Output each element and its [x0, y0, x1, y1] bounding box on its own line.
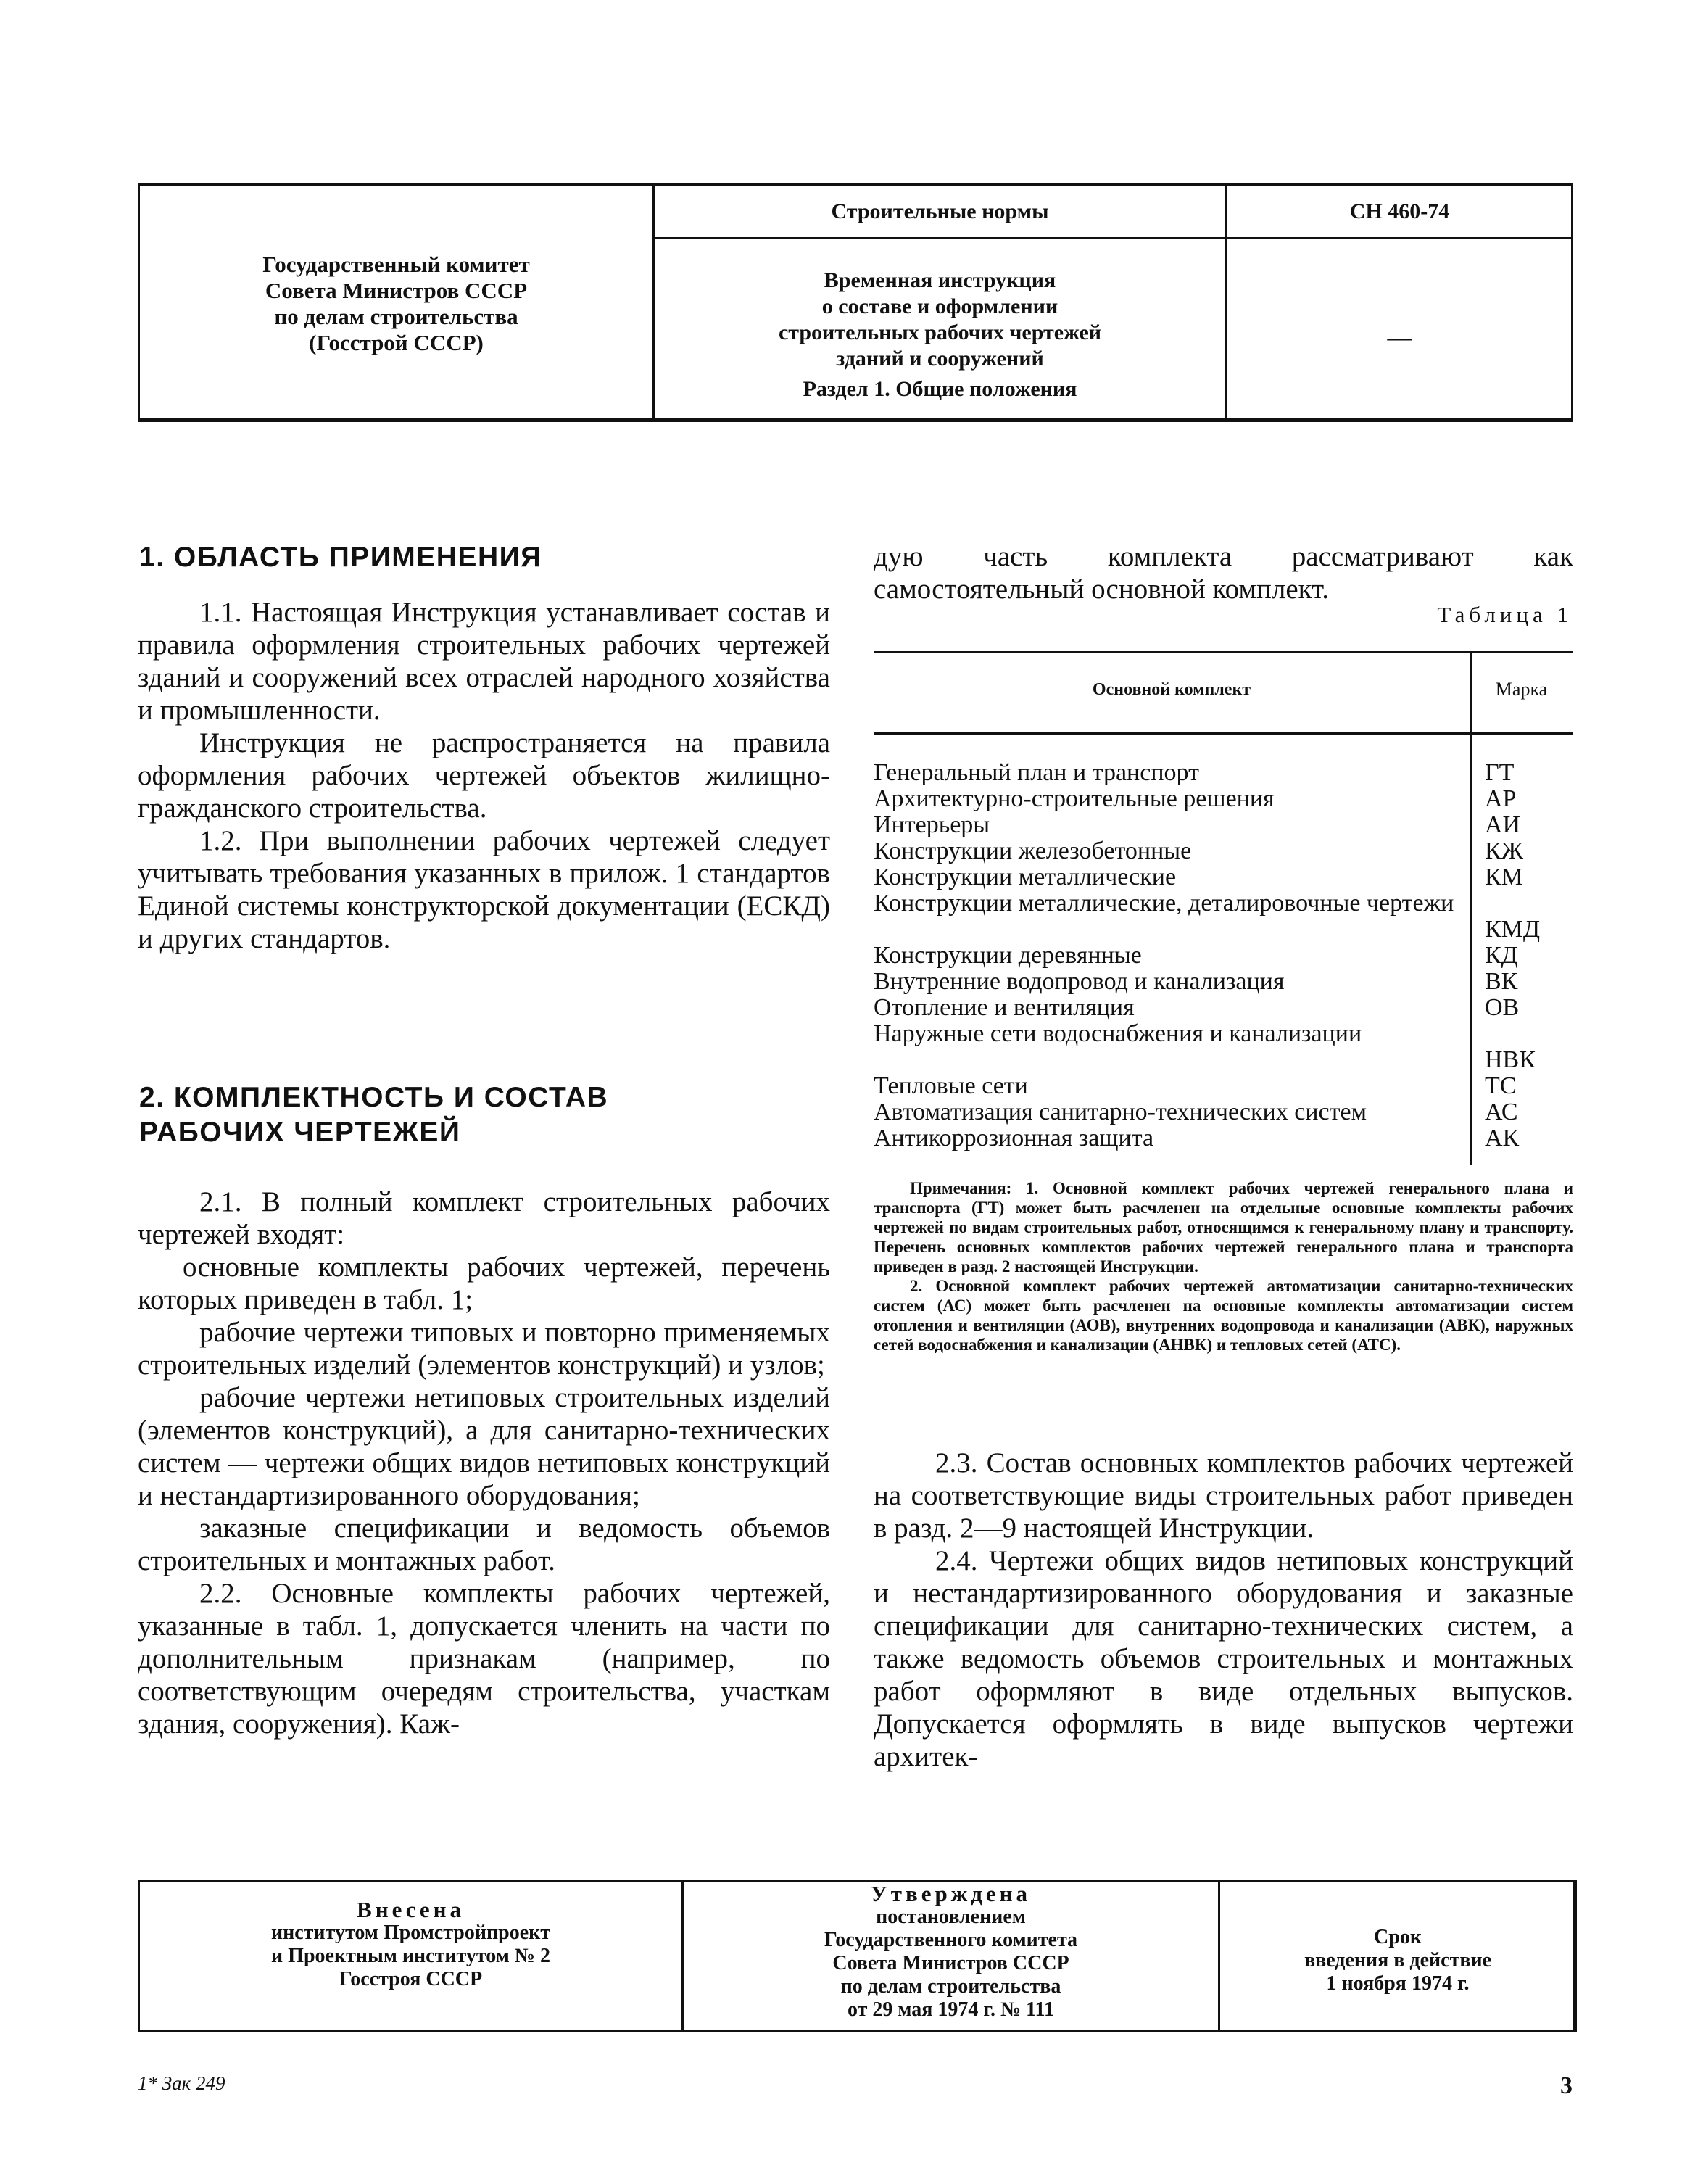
row-code: ГТ: [1485, 759, 1515, 786]
paragraph-continuation: дую часть комплекта рассматривают как самостоятельный основной комплект.: [874, 541, 1573, 605]
heading-scope: 1. ОБЛАСТЬ ПРИМЕНЕНИЯ: [139, 542, 542, 573]
footer-table: [138, 1880, 1577, 2032]
paragraph-2-2: 2.2. Основные комплекты рабочих чертежей, указанные в табл. 1, допускается членить на части по дополнительным признакам (например, по соответствующим очередям строительства, участкам здания, сооружения). Каж-: [138, 1578, 830, 1740]
paragraph-2-1: 2.1. В полный комплект строительных рабочих чертежей входят:: [138, 1186, 830, 1250]
row-code: АК: [1485, 1125, 1520, 1151]
table-notes: [874, 1178, 1573, 1354]
paragraph-1-1: 1.1. Настоящая Инструкция устанавливает состав и правила оформления строительных рабочих чертежей зданий и сооружений всех отраслей народного хозяйства и промышленности.: [138, 597, 830, 726]
right-column-part2: [874, 1447, 1573, 1773]
list-item-typical-drawings: рабочие чертежи типовых и повторно применяемых строительных изделий (элементов конструкций) и узлов;: [138, 1317, 830, 1381]
left-column-part1: [138, 596, 830, 955]
row-name: Отопление и вентиляция: [874, 994, 1135, 1021]
footer-approved-heading: Утверждена: [871, 1881, 1031, 1906]
footer-effective-cell: [1220, 1882, 1575, 2030]
table-column-divider: [1470, 651, 1472, 1165]
footer-effective-date: Срок введения в действие 1 ноября 1974 г.: [1304, 1926, 1491, 1995]
row-name: Тепловые сети: [874, 1072, 1028, 1099]
list-item-main-sets: основные комплекты рабочих чертежей, перечень которых приведен в табл. 1;: [138, 1252, 830, 1315]
row-code: АС: [1485, 1099, 1518, 1125]
row-name: Автоматизация санитарно-технических систем: [874, 1099, 1367, 1125]
footer-submitted-body: институтом Промстройпроект и Проектным институтом № 2 Госстроя СССР: [270, 1922, 551, 1990]
row-name: Конструкции металлические, деталировочные чертежи: [874, 890, 1454, 917]
row-code: НВК: [1485, 1046, 1536, 1073]
footer-approved-cell: [684, 1882, 1220, 2030]
paragraph-2-4: 2.4. Чертежи общих видов нетиповых конструкций и нестандартизированного оборудования и заказные спецификации для санитарно-технических систем, а также ведомость объемов строительных и монтажных работ оформляют в виде отдельных выпусков. Допускается оформлять в виде выпусков чертежи архитек-: [874, 1545, 1573, 1772]
row-name: Наружные сети водоснабжения и канализации: [874, 1020, 1362, 1047]
row-code: ВК: [1485, 968, 1518, 995]
paragraph-scope-exclusion: Инструкция не распространяется на правила оформления рабочих чертежей объектов жилищно-гражданского строительства.: [138, 727, 830, 824]
row-name: Внутренние водопровод и канализация: [874, 968, 1285, 995]
table-header-set: Основной комплект: [1092, 680, 1251, 699]
row-name: Конструкции металлические: [874, 864, 1177, 890]
paragraph-2-3: 2.3. Состав основных комплектов рабочих чертежей на соответствующие виды строительных работ приведен в разд. 2—9 настоящей Инструкции.: [874, 1447, 1573, 1544]
heading-composition: 2. КОМПЛЕКТНОСТЬ И СОСТАВ РАБОЧИХ ЧЕРТЕЖЕЙ: [139, 1082, 609, 1148]
footer-approved-body: постановлением Государственного комитета Совета Министров СССР по делам строительства от 29 мая 1974 г. № 111: [824, 1906, 1078, 2021]
header-table: [138, 183, 1573, 422]
header-title-cell: [655, 186, 1227, 418]
header-section: Раздел 1. Общие положения: [803, 377, 1077, 401]
row-code: КД: [1485, 942, 1518, 969]
order-number: 1* Зак 249: [138, 2072, 225, 2094]
header-org-cell: [140, 186, 655, 418]
paragraph-1-2: 1.2. При выполнении рабочих чертежей следует учитывать требования указанных в прилож. 1 стандартов Единой системы конструкторской документации (ЕСКД) и других стандартов.: [138, 825, 830, 954]
table-header-rule: [874, 732, 1573, 735]
row-name: Генеральный план и транспорт: [874, 759, 1199, 786]
row-name: Конструкции деревянные: [874, 942, 1142, 969]
table-top-rule: [874, 651, 1573, 653]
header-title: Временная инструкция о составе и оформлении строительных рабочих чертежей зданий и сооружений: [778, 268, 1102, 371]
footer-submitted-cell: [140, 1882, 684, 2030]
header-code-cell: [1227, 186, 1572, 418]
row-name: Интерьеры: [874, 811, 990, 838]
header-org: Государственный комитет Совета Министров СССР по делам строительства (Госстрой СССР): [262, 252, 530, 355]
row-code: КЖ: [1485, 837, 1524, 864]
list-item-specifications: заказные спецификации и ведомость объемов строительных и монтажных работ.: [138, 1513, 830, 1576]
page-number: 3: [1560, 2072, 1573, 2099]
list-item-nontypical-drawings: рабочие чертежи нетиповых строительных изделий (элементов конструкций), а для санитарно-технических систем — чертежи общих видов нетиповых конструкций и нестандартизированного оборудования;: [138, 1382, 830, 1511]
table-caption: Таблица 1: [1437, 602, 1573, 627]
row-name: Антикоррозионная защита: [874, 1125, 1154, 1151]
header-doc-type: Строительные нормы: [655, 186, 1225, 239]
note-1: Примечания: 1. Основной комплект рабочих чертежей генерального плана и транспорта (ГТ) может быть расчленен на отдельные основные комплекты рабочих чертежей по видам строительных работ, относящимся к генеральному плану и транспорту. Перечень основных комплектов рабочих чертежей генерального плана и транспорта приведен в разд. 2 настоящей Инструкции.: [874, 1179, 1573, 1275]
row-code: ОВ: [1485, 994, 1520, 1021]
header-dash: —: [1387, 324, 1412, 351]
header-code: СН 460-74: [1227, 186, 1572, 239]
left-column-part2: [138, 1186, 830, 1740]
row-name: Конструкции железобетонные: [874, 837, 1192, 864]
note-2: 2. Основной комплект рабочих чертежей автоматизации санитарно-технических систем (АС) может быть расчленен на основные комплекты автоматизации систем отопления и вентиляции (АОВ), внутренних водопровода и канализации (АВК), наружных сетей водоснабжения и канализации (АНВК) и тепловых сетей (АТС).: [874, 1277, 1573, 1354]
row-code: ТС: [1485, 1072, 1517, 1099]
row-code: КМД: [1485, 916, 1541, 943]
right-column-intro: [874, 540, 1573, 605]
row-code: АИ: [1485, 811, 1521, 838]
table-header-code: Марка: [1495, 679, 1548, 700]
row-code: АР: [1485, 785, 1517, 812]
footer-submitted-heading: Внесена: [357, 1897, 465, 1922]
row-code: КМ: [1485, 864, 1523, 890]
table-1: [874, 651, 1573, 1165]
row-name: Архитектурно-строительные решения: [874, 785, 1275, 812]
